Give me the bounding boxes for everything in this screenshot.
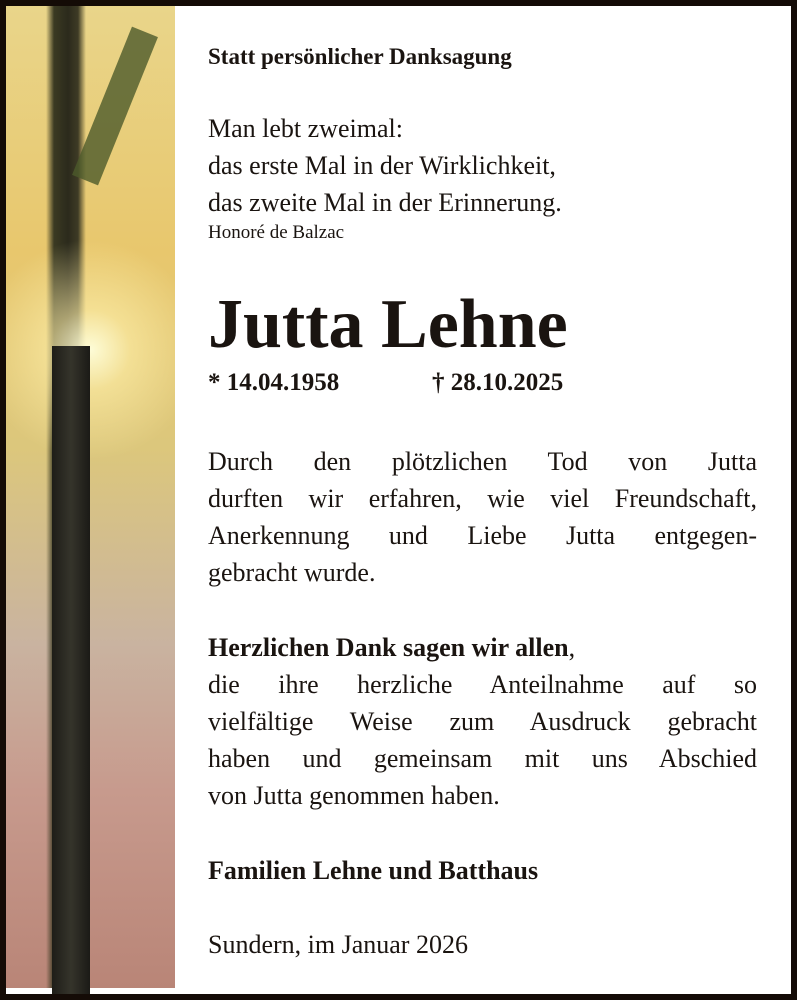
deceased-name: Jutta Lehne	[208, 286, 568, 363]
quote-line: das zweite Mal in der Erinnerung.	[208, 188, 562, 217]
quote-author: Honoré de Balzac	[208, 222, 345, 243]
paragraph-thanks	[208, 629, 757, 814]
tree-trunk	[52, 346, 90, 994]
quote	[208, 110, 757, 245]
text-line: Durch den plötzlichen Tod von Jutta	[208, 447, 757, 476]
quote-line: Man lebt zweimal:	[208, 114, 403, 143]
text-line: vielfältige Weise zum Ausdruck gebracht	[208, 707, 757, 736]
thanks-comma: ,	[568, 633, 576, 662]
death-date: † 28.10.2025	[432, 369, 564, 396]
place-date: Sundern, im Januar 2026	[208, 930, 468, 959]
signature: Familien Lehne und Batthaus	[208, 856, 539, 885]
quote-line: das erste Mal in der Wirklichkeit,	[208, 151, 556, 180]
text-line: gebracht wurde.	[208, 558, 376, 587]
text-line: Anerkennung und Liebe Jutta entgegen-	[208, 521, 757, 550]
forest-tree-photo	[6, 6, 175, 988]
notice-heading: Statt persönlicher Danksagung	[208, 44, 512, 69]
text-line: haben und gemeinsam mit uns Abschied	[208, 744, 757, 773]
tree-branch	[72, 27, 158, 186]
text-line: durften wir erfahren, wie viel Freundschaft,	[208, 484, 757, 513]
text-line: von Jutta genommen haben.	[208, 781, 500, 810]
text-line: die ihre herzliche Anteilnahme auf so	[208, 670, 757, 699]
paragraph-thanks-intro	[208, 443, 757, 591]
thanks-bold: Herzlichen Dank sagen wir allen	[208, 633, 569, 662]
birth-date: * 14.04.1958	[208, 369, 340, 396]
